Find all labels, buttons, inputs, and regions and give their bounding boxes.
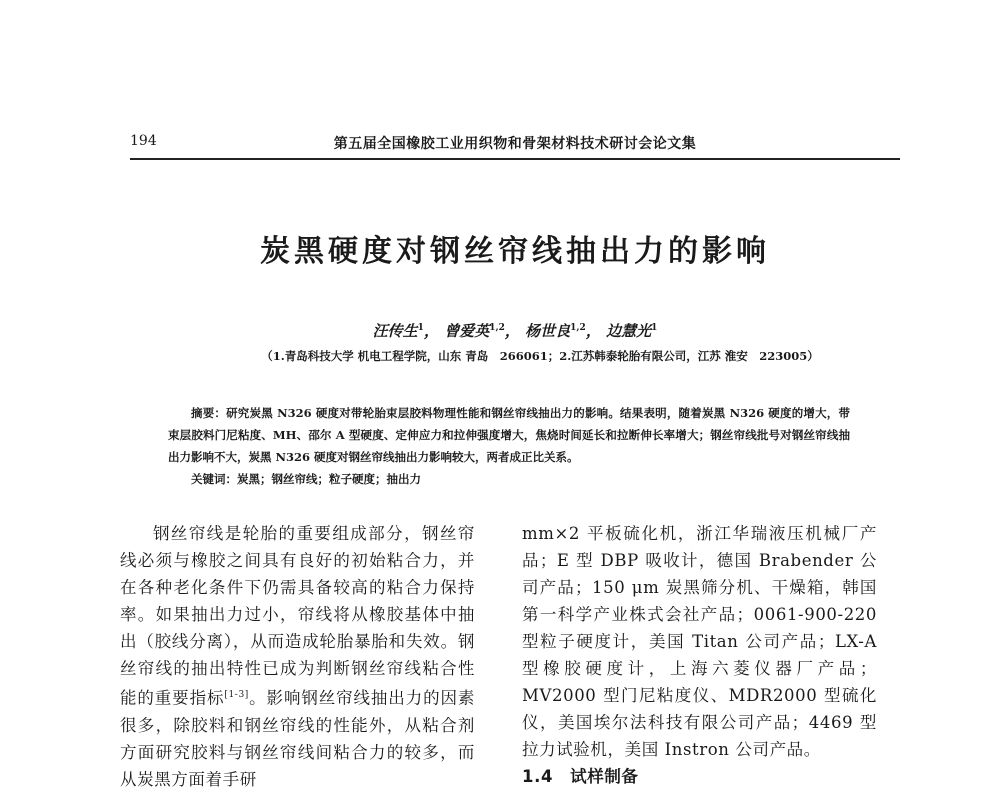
citation-ref: [1-3] xyxy=(224,690,249,700)
author-separator: ， xyxy=(504,322,520,340)
page-number: 194 xyxy=(130,133,157,149)
body-column-left xyxy=(120,520,475,793)
author-name: 曾爱英 xyxy=(444,322,490,340)
author-name: 边慧光 xyxy=(606,322,652,340)
paper-title: 炭黑硬度对钢丝帘线抽出力的影响 xyxy=(260,234,770,269)
author-name: 杨世良 xyxy=(525,322,571,340)
body-column-right xyxy=(522,520,877,790)
author-affil-mark: 1 xyxy=(651,323,658,333)
abstract-text: 摘要：研究炭黑 N326 硬度对带轮胎束层胶料物理性能和钢丝帘线抽出力的影响。结果表明，随着炭黑 N326 硬度的增大，带束层胶料门尼粘度、MH、邵尔 A 型硬度、定伸应力和拉伸强度增大，焦烧时间延长和拉断伸长率增大；钢丝帘线批号对钢丝帘线抽出力影响不大，炭黑 N326 硬度对钢丝帘线抽出力影响较大，两者成正比关系。 xyxy=(168,406,850,464)
author-list xyxy=(130,320,900,341)
author-affil-mark: 1 xyxy=(417,323,424,333)
keywords: 关键词：炭黑；钢丝帘线；粒子硬度；抽出力 xyxy=(191,472,421,486)
author-affil-mark: 1,2 xyxy=(489,323,505,333)
abstract-block xyxy=(168,402,850,490)
author-separator: ， xyxy=(423,322,439,340)
author-affil-mark: 1,2 xyxy=(570,323,586,333)
section-heading: 1.4 试样制备 xyxy=(522,767,639,786)
intro-paragraph xyxy=(120,520,475,793)
affiliation: （1.青岛科技大学 机电工程学院，山东 青岛 266061；2.江苏韩泰轮胎有限公司，江苏 淮安 223005） xyxy=(261,349,819,363)
author-separator: ， xyxy=(585,322,601,340)
running-header xyxy=(130,130,900,160)
author-name: 汪传生 xyxy=(372,322,418,340)
intro-text-part2: 。影响钢丝帘线抽出力的因素很多，除胶料和钢丝帘线的性能外，从粘合剂方面研究胶料与钢丝帘线间粘合力的较多，而从炭黑方面着手研 xyxy=(120,688,475,789)
intro-text-part1: 钢丝帘线是轮胎的重要组成部分，钢丝帘线必须与橡胶之间具有良好的初始粘合力，并在各种老化条件下仍需具备较高的粘合力保持率。如果抽出力过小，帘线将从橡胶基体中抽出（胶线分离），从而造成轮胎暴胎和失效。钢丝帘线的抽出特性已成为判断钢丝帘线粘合性能的重要指标 xyxy=(120,524,475,708)
equipment-paragraph: mm×2 平板硫化机，浙江华瑞液压机械厂产品；E 型 DBP 吸收计，德国 Brabender 公司产品；150 μm 炭黑筛分机、干燥箱，韩国第一科学产业株式会社产品；0061-900-220 型粒子硬度计，美国 Titan 公司产品；LX-A 型橡胶硬度计，上海六菱仪器厂产品；MV2000 型门尼粘度仪、MDR2000 型硫化仪，美国埃尔法科技有限公司产品；4469 型拉力试验机，美国 Instron 公司产品。 xyxy=(522,524,877,759)
journal-title: 第五届全国橡胶工业用织物和骨架材料技术研讨会论文集 xyxy=(333,136,697,152)
